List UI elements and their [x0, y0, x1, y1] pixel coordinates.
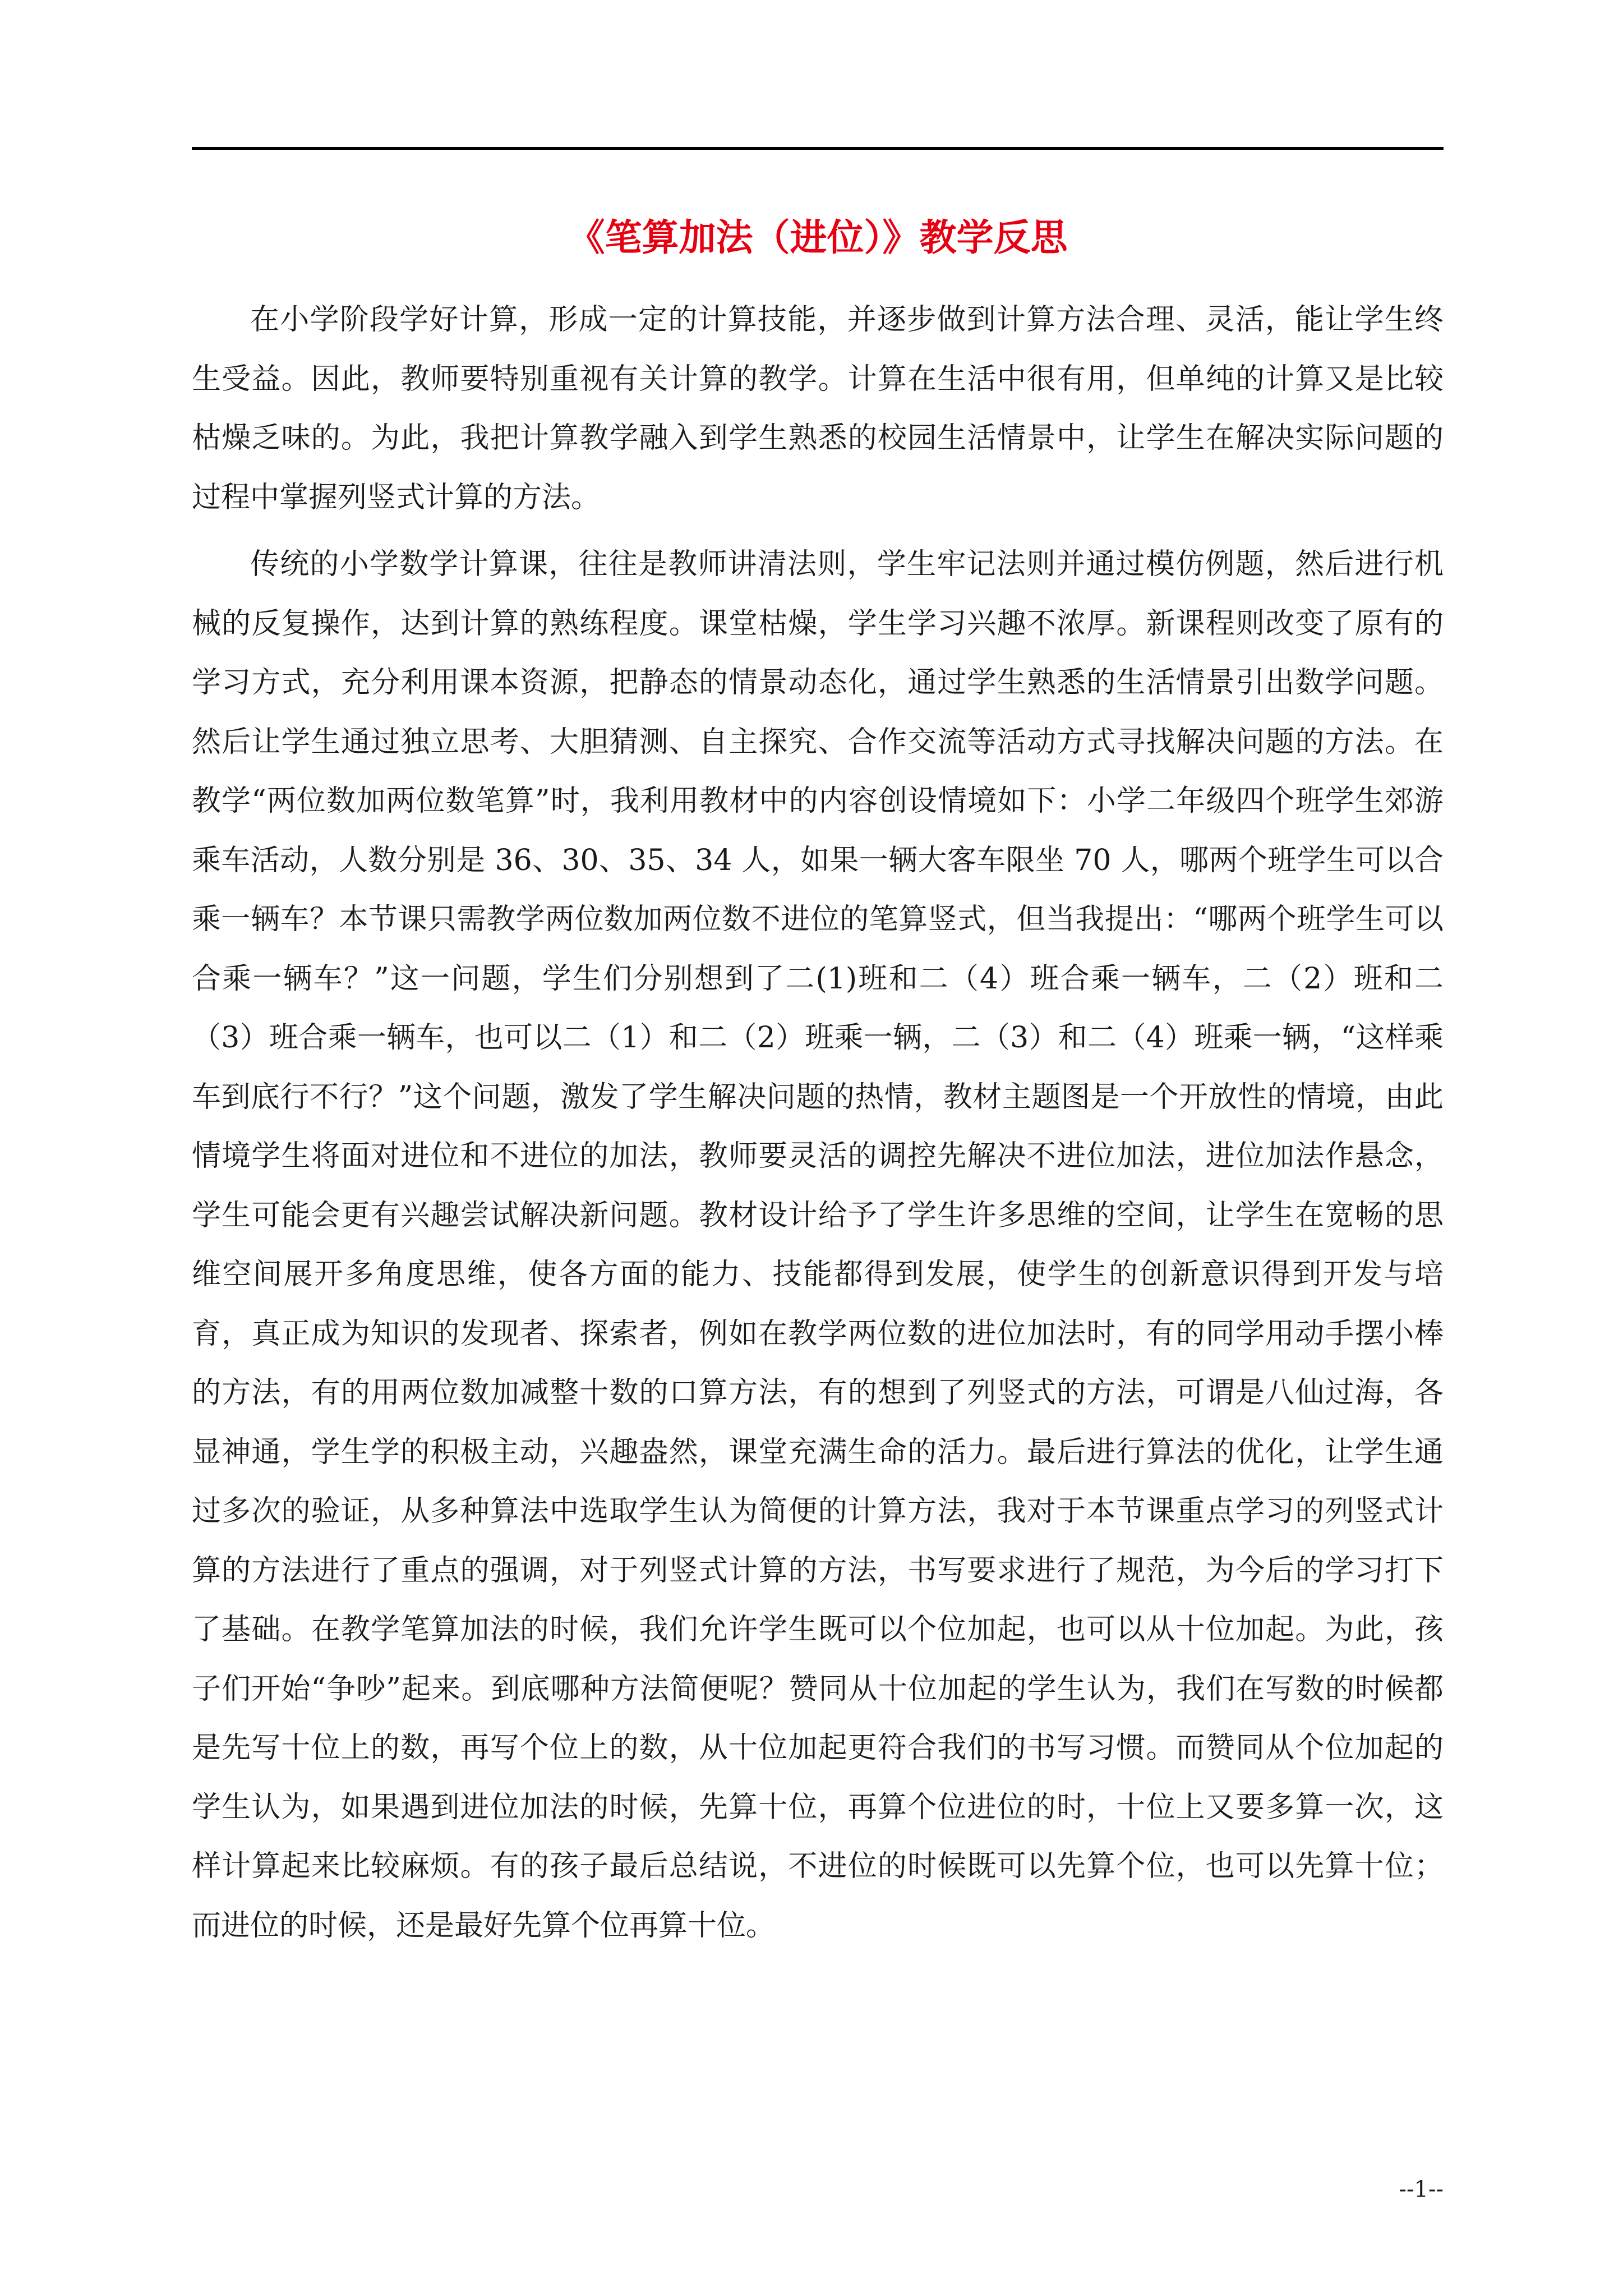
paragraph-2: 传统的小学数学计算课，往往是教师讲清法则，学生牢记法则并通过模仿例题，然后进行机械的反复操作，达到计算的熟练程度。课堂枯燥，学生学习兴趣不浓厚。新课程则改变了原有的学习方式，充分利用课本资源，把静态的情景动态化，通过学生熟悉的生活情景引出数学问题。然后让学生通过独立思考、大胆猜测、自主探究、合作交流等活动方式寻找解决问题的方法。在教学“两位数加两位数笔算”时，我利用教材中的内容创设情境如下：小学二年级四个班学生郊游乘车活动，人数分别是 36、30、35、34 人，如果一辆大客车限坐 70 人，哪两个班学生可以合乘一辆车？本节课只需教学两位数加两位数不进位的笔算竖式，但当我提出：“哪两个班学生可以合乘一辆车？”这一问题，学生们分别想到了二(1)班和二（4）班合乘一辆车，二（2）班和二（3）班合乘一辆车，也可以二（1）和二（2）班乘一辆，二（3）和二（4）班乘一辆，“这样乘车到底行不行？”这个问题，激发了学生解决问题的热情，教材主题图是一个开放性的情境，由此情境学生将面对进位和不进位的加法，教师要灵活的调控先解决不进位加法，进位加法作悬念，学生可能会更有兴趣尝试解决新问题。教材设计给予了学生许多思维的空间，让学生在宽畅的思维空间展开多角度思维，使各方面的能力、技能都得到发展，使学生的创新意识得到开发与培育，真正成为知识的发现者、探索者，例如在教学两位数的进位加法时，有的同学用动手摆小棒的方法，有的用两位数加减整十数的口算方法，有的想到了列竖式的方法，可谓是八仙过海，各显神通，学生学的积极主动，兴趣盎然，课堂充满生命的活力。最后进行算法的优化，让学生通过多次的验证，从多种算法中选取学生认为简便的计算方法，我对于本节课重点学习的列竖式计算的方法进行了重点的强调，对于列竖式计算的方法，书写要求进行了规范，为今后的学习打下了基础。在教学笔算加法的时候，我们允许学生既可以个位加起，也可以从十位加起。为此，孩子们开始“争吵”起来。到底哪种方法简便呢？赞同从十位加起的学生认为，我们在写数的时候都是先写十位上的数，再写个位上的数，从十位加起更符合我们的书写习惯。而赞同从个位加起的学生认为，如果遇到进位加法的时候，先算十位，再算个位进位的时，十位上又要多算一次，这样计算起来比较麻烦。有的孩子最后总结说，不进位的时候既可以先算个位，也可以先算十位；而进位的时候，还是最好先算个位再算十位。 — [192, 547, 1444, 1943]
header-rule — [192, 147, 1444, 150]
page-number: --1-- — [1399, 2177, 1444, 2202]
document-body — [192, 291, 1444, 1955]
paragraph-1: 在小学阶段学好计算，形成一定的计算技能，并逐步做到计算方法合理、灵活，能让学生终生受益。因此，教师要特别重视有关计算的教学。计算在生活中很有用，但单纯的计算又是比较枯燥乏味的。为此，我把计算教学融入到学生熟悉的校园生活情景中，让学生在解决实际问题的过程中掌握列竖式计算的方法。 — [192, 303, 1444, 514]
document-title: 《笔算加法（进位）》教学反思 — [568, 215, 1068, 259]
